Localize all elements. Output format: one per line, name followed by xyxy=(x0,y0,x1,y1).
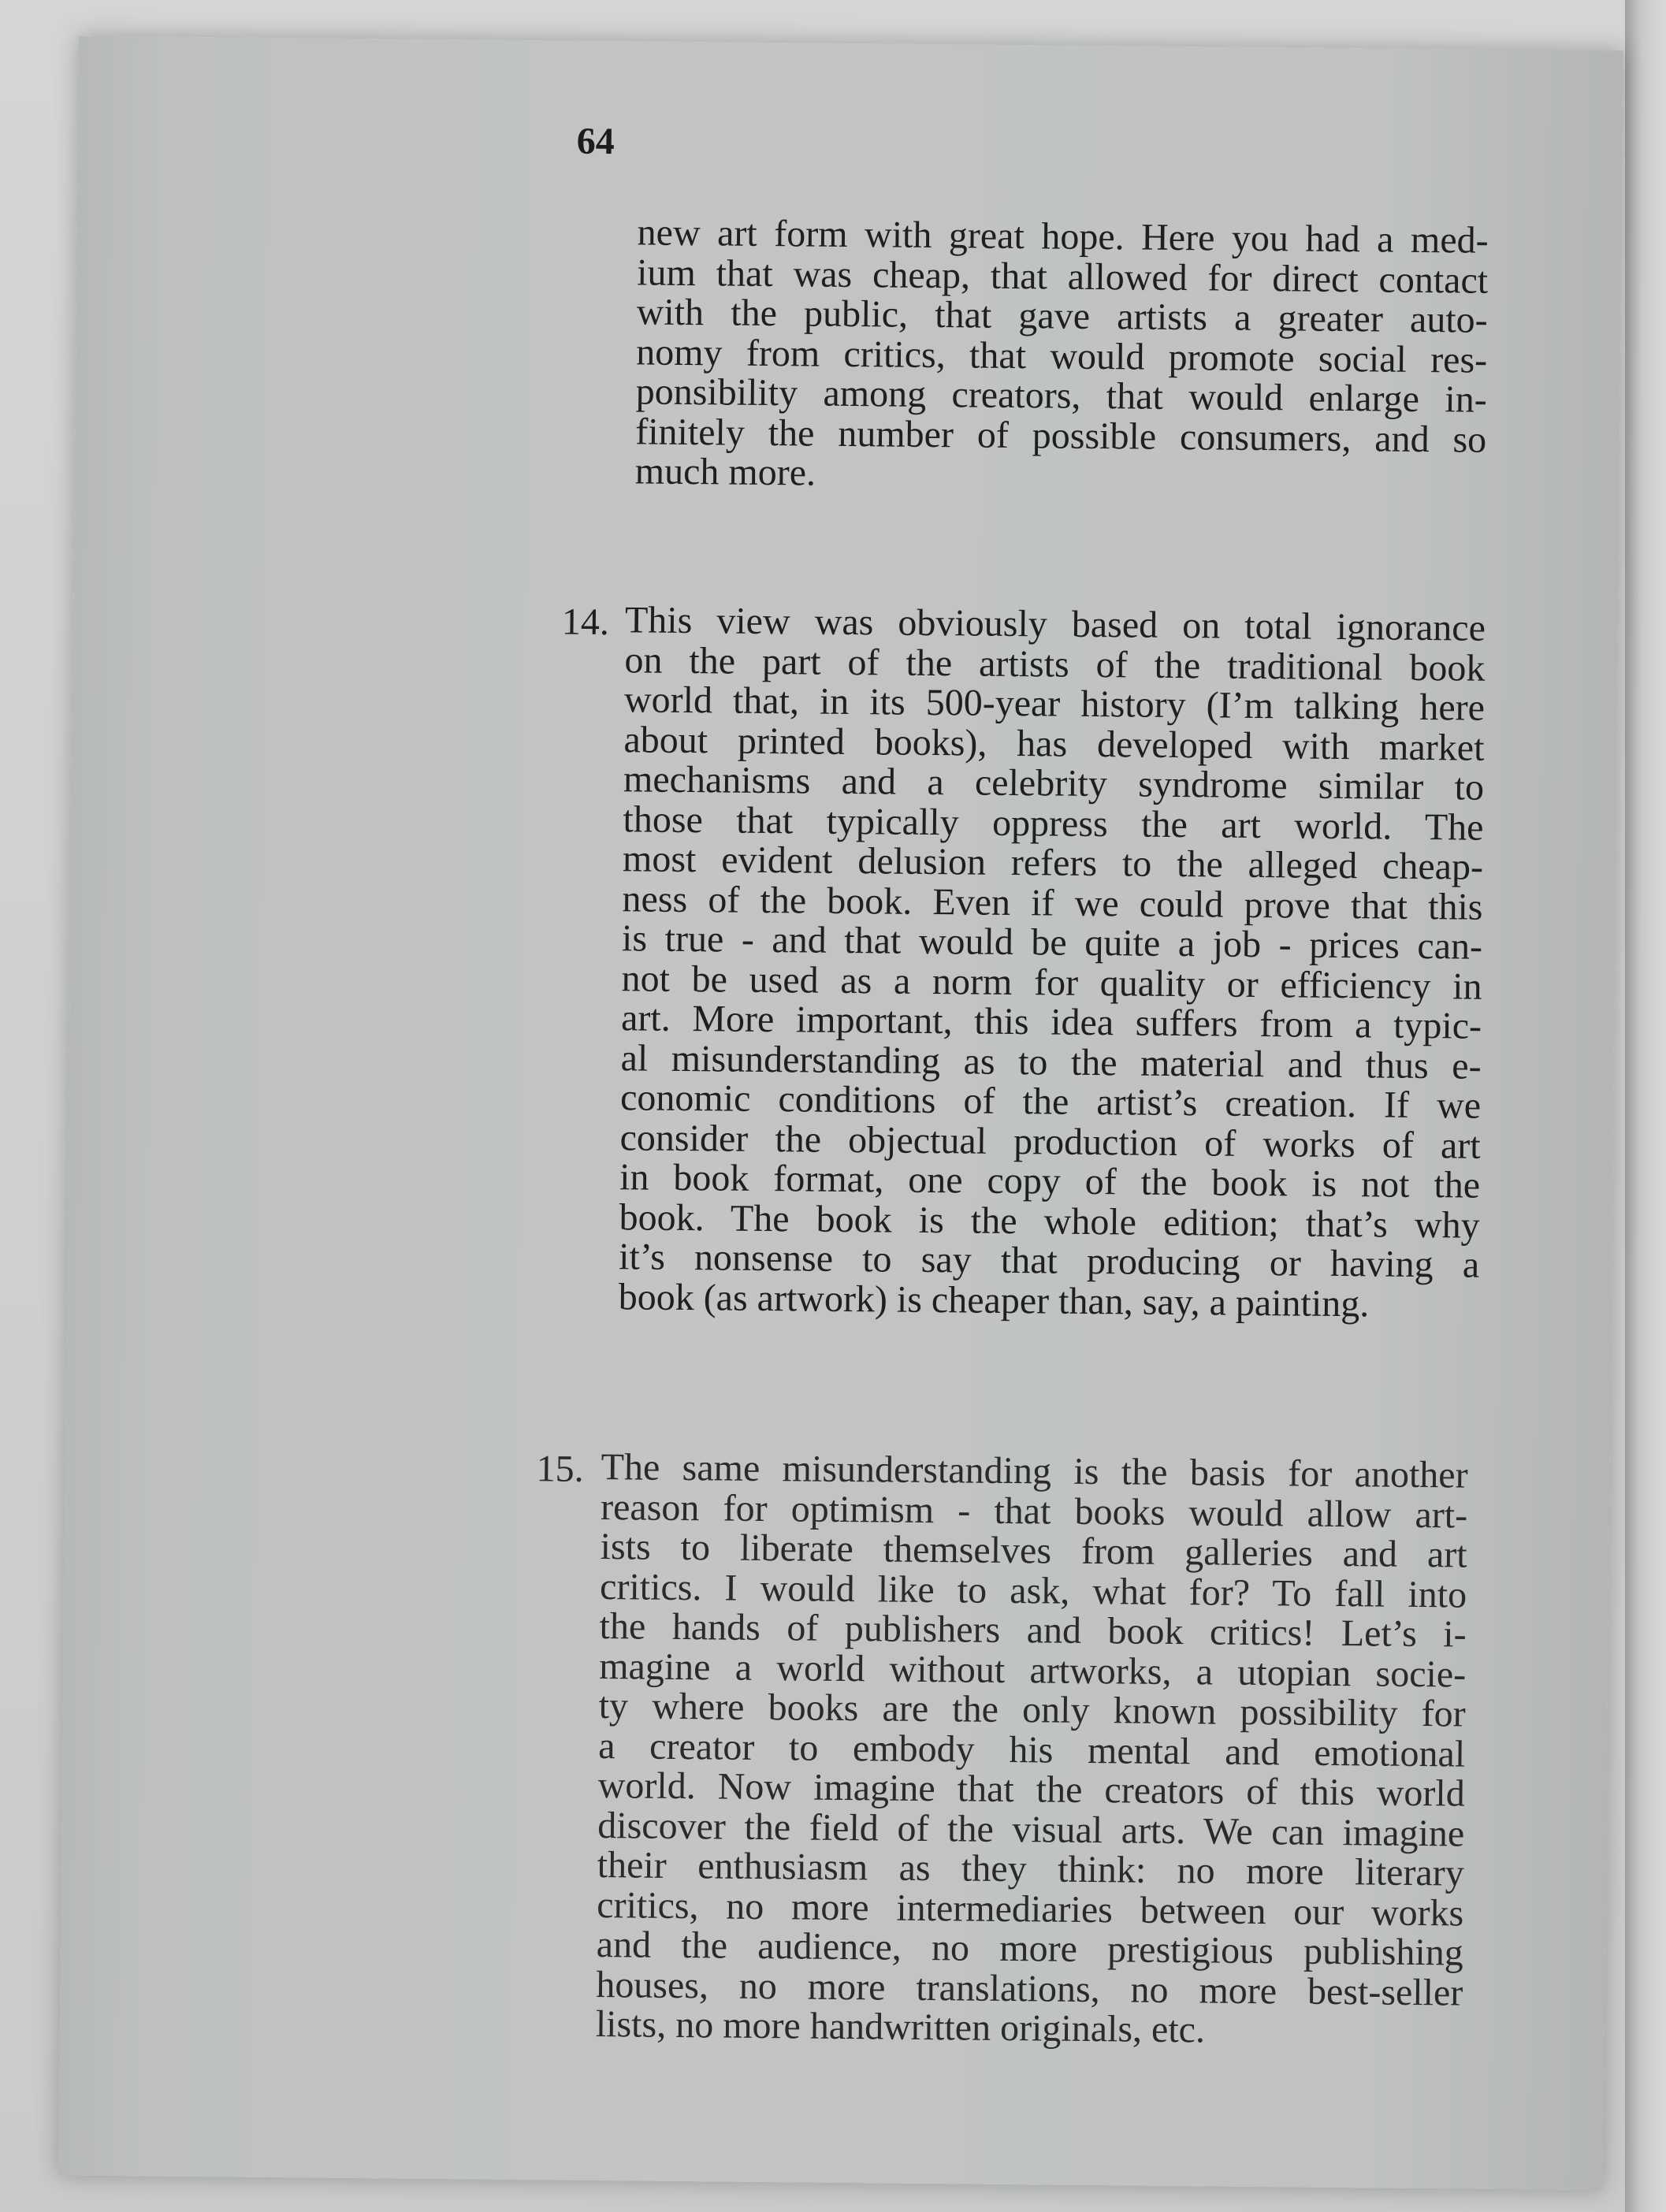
text-line: consider the objectual production of works of art xyxy=(619,1116,1481,1167)
text-line: art. More important, this idea suffers from a typic- xyxy=(620,997,1482,1047)
text-line: lists, no more handwritten originals, etc. xyxy=(595,2003,1206,2051)
text-line: a creator to embody his mental and emotional xyxy=(597,1724,1466,1775)
text-line: world that, in its 500-year history (I’m talking here xyxy=(623,678,1486,729)
text-line: This view was obviously based on total ignorance xyxy=(624,599,1486,649)
text-line: nomy from critics, that would promote social res- xyxy=(635,330,1488,381)
text-line: on the part of the artists of the traditional book xyxy=(624,638,1486,690)
text-line: new art form with great hope. Here you had a med- xyxy=(637,211,1489,262)
adjacent-page-edge xyxy=(1625,0,1666,2212)
text-line: book (as artwork) is cheaper than, say, a painting. xyxy=(618,1275,1370,1325)
paragraph-15 xyxy=(596,1448,1468,2053)
paragraph-number-14: 14. xyxy=(561,600,610,644)
text-line: much more. xyxy=(634,450,816,494)
text-line: those that typically oppress the art world. The xyxy=(623,797,1484,849)
text-line: ium that was cheap, that allowed for direct contact xyxy=(636,251,1489,302)
text-line: al misunderstanding as to the material and thus e- xyxy=(620,1036,1482,1087)
text-line: in book format, one copy of the book is not the xyxy=(619,1156,1481,1206)
text-line: The same misunderstanding is the basis for another xyxy=(601,1446,1468,1496)
paragraph-number-15: 15. xyxy=(536,1448,584,1490)
text-line: ness of the book. Even if we could prove that this xyxy=(622,877,1483,928)
text-line: discover the field of the visual arts. We can imagine xyxy=(597,1804,1465,1855)
text-line: critics. I would like to ask, what for? To fall into xyxy=(599,1565,1467,1616)
text-line: not be used as a norm for quality or efficiency in xyxy=(621,957,1482,1008)
text-line: about printed books), has developed with market xyxy=(623,718,1485,769)
book-page xyxy=(58,36,1623,2191)
text-line: the hands of publishers and book critics! Let’s i- xyxy=(599,1605,1467,1656)
intro-paragraph xyxy=(635,213,1489,500)
text-line: ponsibility among creators, that would enlarge in- xyxy=(635,370,1487,421)
text-line: it’s nonsense to say that producing or having a xyxy=(618,1236,1480,1286)
text-line: ty where books are the only known possibility for xyxy=(598,1685,1466,1735)
paragraph-14 xyxy=(618,600,1486,1325)
text-line: conomic conditions of the artist’s creation. If we xyxy=(619,1076,1482,1127)
text-line: and the audience, no more prestigious publishing xyxy=(596,1924,1464,1974)
text-line: with the public, that gave artists a greater auto- xyxy=(636,291,1488,341)
text-line: critics, no more intermediaries between our works xyxy=(597,1883,1464,1935)
text-line: ists to liberate themselves from galleries and art xyxy=(600,1526,1467,1576)
page-number: 64 xyxy=(576,120,615,163)
text-line: their enthusiasm as they think: no more literary xyxy=(597,1844,1465,1894)
text-line: magine a world without artworks, a utopian socie- xyxy=(598,1645,1467,1696)
text-line: world. Now imagine that the creators of this world xyxy=(597,1764,1465,1815)
text-line: book. The book is the whole edition; that’s why xyxy=(619,1195,1480,1247)
text-line: most evident delusion refers to the alleged cheap- xyxy=(622,838,1484,888)
text-line: mechanisms and a celebrity syndrome similar to xyxy=(623,758,1485,809)
text-line: reason for optimism - that books would allow art- xyxy=(600,1485,1468,1537)
text-line: finitely the number of possible consumers, and so xyxy=(635,410,1487,461)
text-line: is true - and that would be quite a job - prices can- xyxy=(621,917,1483,968)
text-line: houses, no more translations, no more best-seller xyxy=(596,1963,1463,2014)
